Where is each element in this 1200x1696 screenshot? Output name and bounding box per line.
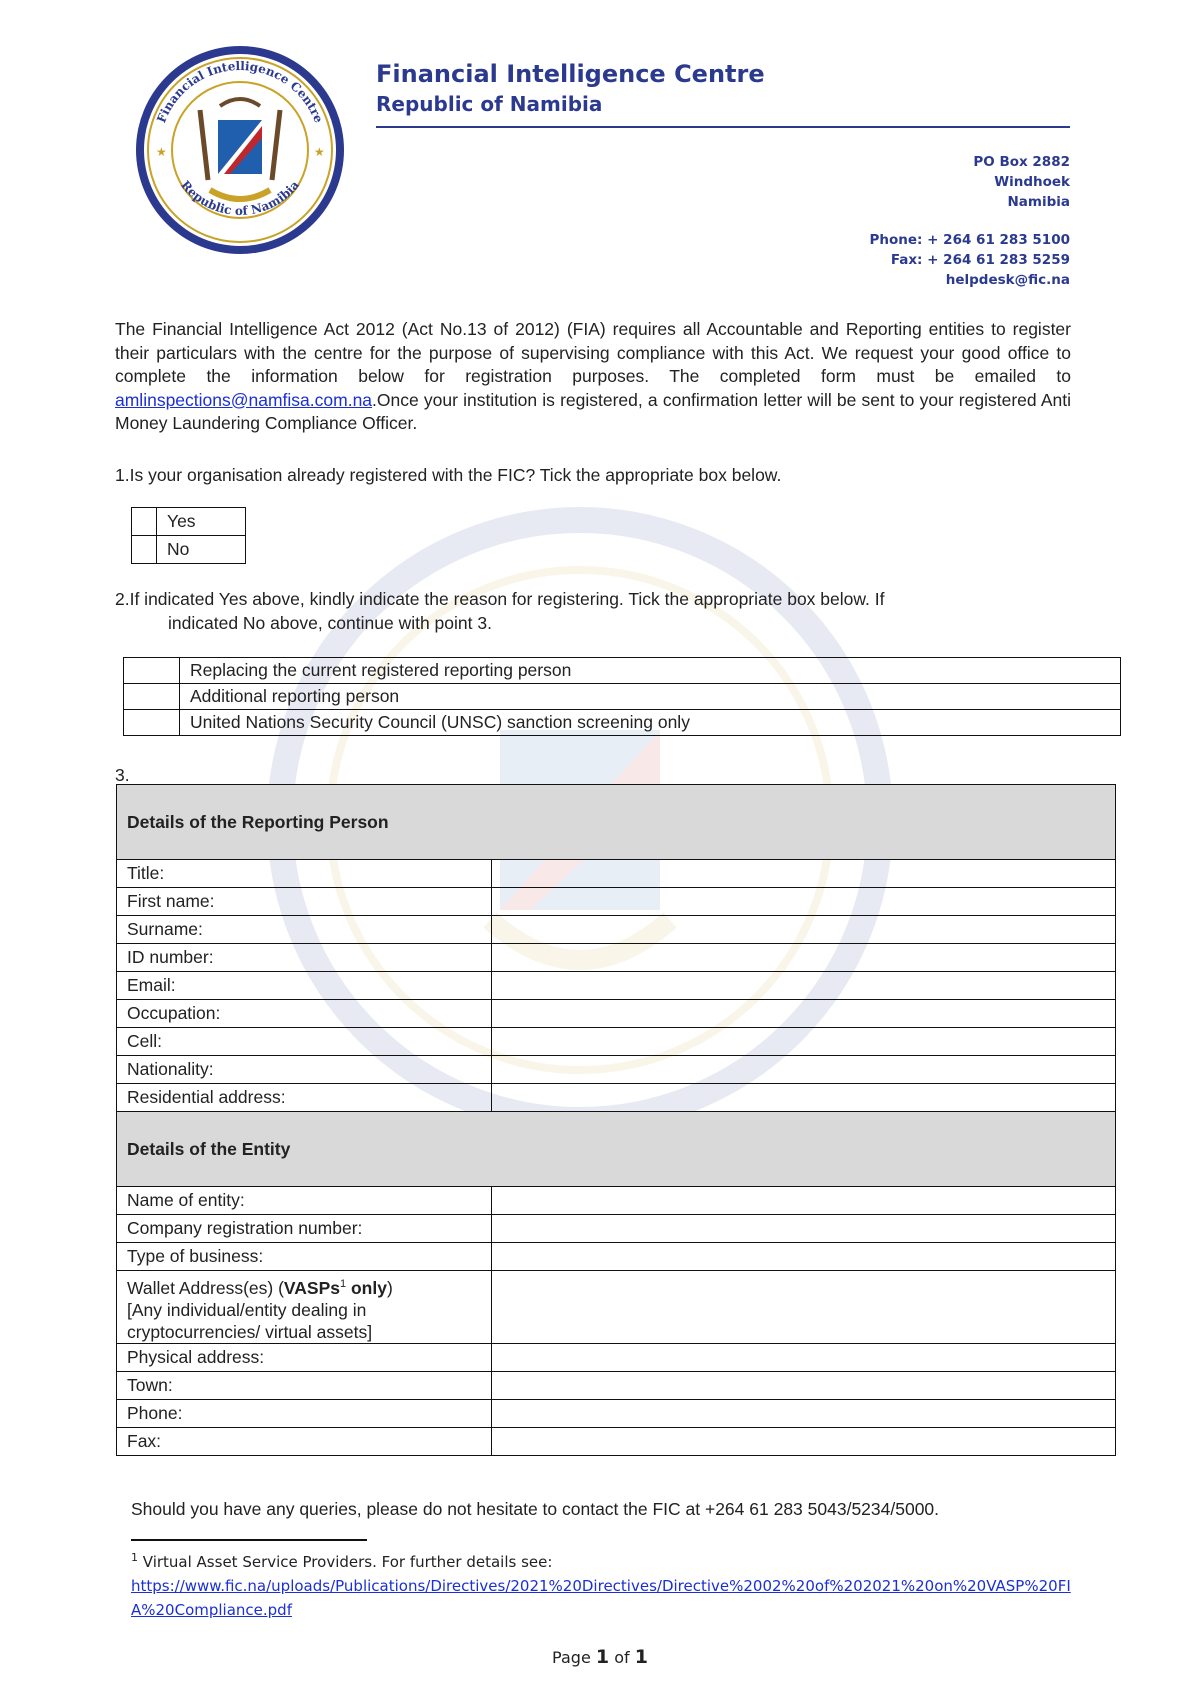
field-label: Surname:	[117, 916, 492, 944]
surname-field[interactable]	[492, 916, 1116, 944]
title-field[interactable]	[492, 860, 1116, 888]
cell-field[interactable]	[492, 1028, 1116, 1056]
registered-options-table	[131, 507, 246, 564]
yes-checkbox[interactable]	[132, 508, 157, 536]
fic-seal-icon	[130, 40, 350, 260]
field-label: Company registration number:	[117, 1215, 492, 1243]
submission-email-link[interactable]: amlinspections@namfisa.com.na	[115, 389, 373, 410]
contact-email[interactable]: helpdesk@fic.na	[945, 272, 1070, 288]
nationality-field[interactable]	[492, 1056, 1116, 1084]
field-label: ID number:	[117, 944, 492, 972]
footnote-mark: 1	[131, 1551, 138, 1564]
footnote: $^1$ Virtual Asset Service Providers. For further details see: https://www.fic.na/uploads/Publications/Directives/2021%20Directives/Directive%2002%20of%202021%20on%20VASP%20FIA%20Compliance.pdf	[131, 1551, 1071, 1619]
table-row	[117, 1187, 1116, 1215]
field-label: Residential address:	[117, 1084, 492, 1112]
option-label: Yes	[157, 508, 246, 536]
option-label: United Nations Security Council (UNSC) sanction screening only	[180, 710, 1121, 736]
fax-field[interactable]	[492, 1428, 1116, 1456]
field-label: Nationality:	[117, 1056, 492, 1084]
option-row	[132, 508, 246, 536]
wallet-label: Wallet Address(es) (VASPs$^1$ only) [Any individual/entity dealing in cryptocurrencies/ virtual assets]	[117, 1271, 492, 1344]
table-row	[117, 1215, 1116, 1243]
question-1: 1.Is your organisation already registered with the FIC? Tick the appropriate box below.	[115, 465, 782, 485]
option-row	[132, 536, 246, 564]
town-field[interactable]	[492, 1372, 1116, 1400]
header-divider	[376, 126, 1070, 128]
contact-block	[870, 152, 1070, 290]
queries-note: Should you have any queries, please do not hesitate to contact the FIC at +264 61 283 5043/5234/5000.	[131, 1499, 940, 1519]
entity-section-heading: Details of the Entity	[117, 1112, 1116, 1187]
field-label: Cell:	[117, 1028, 492, 1056]
org-block	[376, 60, 765, 116]
question-2: 2.If indicated Yes above, kindly indicate the reason for registering. Tick the appropriate box below. If indicated No above, continue with point 3.	[115, 589, 885, 633]
option-label: Replacing the current registered reporting person	[180, 658, 1121, 684]
table-row	[117, 1243, 1116, 1271]
field-label: Type of business:	[117, 1243, 492, 1271]
address-line: PO Box 2882	[973, 154, 1070, 170]
org-subtitle: Republic of Namibia	[376, 92, 603, 116]
field-label: Fax:	[117, 1428, 492, 1456]
option-row	[124, 710, 1121, 736]
svg-text:Financial Intelligence Centre: Financial Intelligence Centre	[154, 58, 326, 125]
wallet-address-field[interactable]	[492, 1271, 1116, 1344]
question-3-number: 3.	[115, 765, 130, 785]
table-row	[117, 1400, 1116, 1428]
option-row	[124, 658, 1121, 684]
phone-field[interactable]	[492, 1400, 1116, 1428]
occupation-field[interactable]	[492, 1000, 1116, 1028]
unsc-checkbox[interactable]	[124, 710, 180, 736]
svg-text:★: ★	[314, 145, 325, 159]
table-row	[117, 1028, 1116, 1056]
contact-fax: Fax: + 264 61 283 5259	[890, 252, 1070, 268]
intro-paragraph: The Financial Intelligence Act 2012 (Act No.13 of 2012) (FIA) requires all Accountable and Reporting entities to register their particulars with the centre for the purpose of supervising compliance with this Act. We request your good office to complete the information below for registration purposes. The completed form must be emailed to amlinspections@namfisa.com.na.Once your institution is registered, a confirmation letter will be sent to your registered Anti Money Laundering Compliance Officer.	[115, 319, 1071, 433]
address-line: Namibia	[1007, 194, 1070, 210]
table-row	[117, 1056, 1116, 1084]
id-number-field[interactable]	[492, 944, 1116, 972]
svg-text:★: ★	[156, 145, 167, 159]
table-row	[117, 1271, 1116, 1344]
table-row	[117, 1428, 1116, 1456]
directive-link[interactable]: https://www.fic.na/uploads/Publications/Directives/2021%20Directives/Directive%2002%20of%202021%20on%20VASP%20FIA%20Compliance.pdf	[131, 1577, 1071, 1619]
table-row	[117, 1000, 1116, 1028]
svg-text:Republic of Namibia: Republic of Namibia	[178, 177, 302, 218]
no-checkbox[interactable]	[132, 536, 157, 564]
field-label: Name of entity:	[117, 1187, 492, 1215]
table-row	[117, 860, 1116, 888]
details-table	[116, 784, 1116, 1456]
address-line: Windhoek	[994, 174, 1070, 190]
footnote-ref: 1	[340, 1278, 347, 1290]
table-row	[117, 944, 1116, 972]
company-registration-field[interactable]	[492, 1215, 1116, 1243]
residential-address-field[interactable]	[492, 1084, 1116, 1112]
table-row	[117, 916, 1116, 944]
option-label: No	[157, 536, 246, 564]
table-row	[117, 1344, 1116, 1372]
table-row	[117, 888, 1116, 916]
field-label: Occupation:	[117, 1000, 492, 1028]
field-label: Physical address:	[117, 1344, 492, 1372]
email-field[interactable]	[492, 972, 1116, 1000]
field-label: First name:	[117, 888, 492, 916]
reason-options-table	[123, 657, 1121, 736]
replacing-checkbox[interactable]	[124, 658, 180, 684]
physical-address-field[interactable]	[492, 1344, 1116, 1372]
field-label: Town:	[117, 1372, 492, 1400]
field-label: Title:	[117, 860, 492, 888]
option-label: Additional reporting person	[180, 684, 1121, 710]
field-label: Phone:	[117, 1400, 492, 1428]
contact-phone: Phone: + 264 61 283 5100	[869, 232, 1070, 248]
person-section-heading: Details of the Reporting Person	[117, 785, 1116, 860]
additional-checkbox[interactable]	[124, 684, 180, 710]
business-type-field[interactable]	[492, 1243, 1116, 1271]
table-row	[117, 972, 1116, 1000]
entity-name-field[interactable]	[492, 1187, 1116, 1215]
field-label: Email:	[117, 972, 492, 1000]
footnote-divider	[131, 1539, 367, 1541]
table-row	[117, 1084, 1116, 1112]
option-row	[124, 684, 1121, 710]
table-row	[117, 1372, 1116, 1400]
first-name-field[interactable]	[492, 888, 1116, 916]
org-name: Financial Intelligence Centre	[376, 60, 765, 88]
page-number: Page 1 of 1	[552, 1646, 648, 1668]
